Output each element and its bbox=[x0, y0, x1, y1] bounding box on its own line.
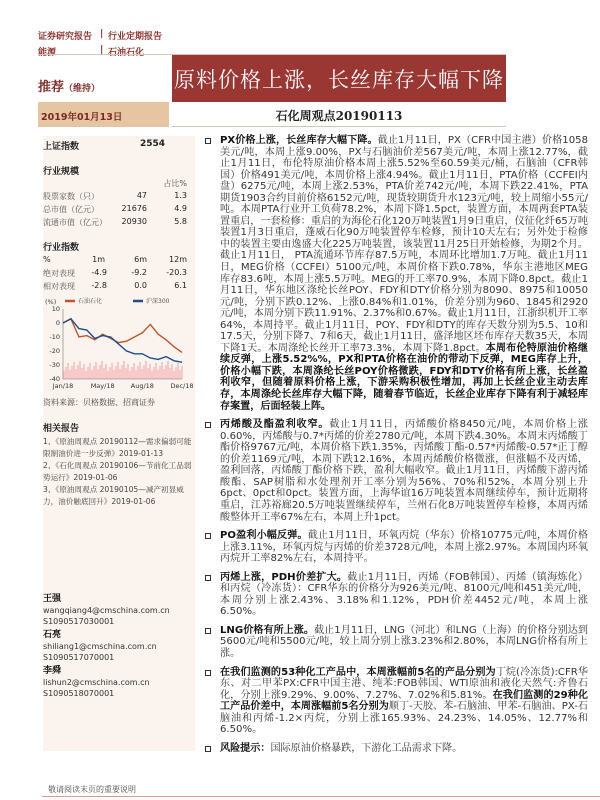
row-label: 相对表现 bbox=[43, 282, 75, 291]
volume-bar bbox=[173, 371, 175, 379]
cell: 0.0 bbox=[134, 281, 147, 290]
volume-bar bbox=[85, 371, 87, 379]
volume-bar bbox=[67, 363, 69, 379]
volume-bar bbox=[99, 365, 101, 379]
scale-row bbox=[43, 217, 191, 229]
volume-bar bbox=[69, 370, 71, 379]
bullet-square-icon bbox=[205, 138, 211, 144]
volume-bar bbox=[109, 367, 111, 379]
volume-bar bbox=[113, 370, 115, 379]
author-email[interactable]: wangqiang4@cmschina.com.cn bbox=[43, 606, 170, 615]
volume-bar bbox=[177, 363, 179, 379]
volume-bar bbox=[149, 364, 151, 379]
bullet-heading: 丙烯上涨，PDH价差扩大。 bbox=[220, 571, 348, 583]
report-subtype: 行业定期报告 bbox=[108, 32, 163, 42]
volume-bar bbox=[159, 366, 161, 379]
bullet-heading: 丙烯酸及酯盈利收窄。 bbox=[220, 419, 330, 431]
cell: 6.1 bbox=[174, 281, 187, 290]
bullet-lng bbox=[205, 625, 588, 660]
bullet-monitoring bbox=[205, 667, 588, 736]
volume-bar bbox=[111, 363, 113, 379]
volume-bar bbox=[171, 364, 173, 379]
volume-bar bbox=[65, 367, 67, 379]
report-subtitle: 石化周观点20190113 bbox=[172, 102, 506, 127]
volume-bar bbox=[181, 366, 183, 379]
volume-bar bbox=[155, 363, 157, 379]
row-value: 21676 bbox=[121, 204, 147, 213]
volume-bar bbox=[135, 370, 137, 379]
y-tick-label: -10 bbox=[49, 333, 60, 341]
volume-bar bbox=[89, 363, 91, 379]
report-type bbox=[38, 29, 163, 42]
volume-bar bbox=[163, 369, 165, 379]
scale-row bbox=[43, 204, 191, 216]
volume-bar bbox=[125, 368, 127, 379]
row-pct: 1.3 bbox=[174, 191, 187, 200]
x-tick-label: Dec/18 bbox=[170, 382, 194, 390]
performance-chart bbox=[43, 286, 195, 394]
bullet-square-icon bbox=[205, 575, 211, 581]
volume-bar bbox=[141, 369, 143, 379]
bullet-square-icon bbox=[205, 422, 211, 428]
bullet-square-icon bbox=[205, 533, 211, 539]
volume-bar bbox=[91, 370, 93, 379]
bullet-risk bbox=[205, 743, 588, 755]
y-tick-label: 0 bbox=[55, 319, 60, 327]
y-tick-label: -20 bbox=[49, 347, 60, 355]
volume-bar bbox=[123, 361, 125, 379]
footer-divider bbox=[42, 796, 600, 797]
legend-hs300: 沪深300 bbox=[146, 298, 170, 305]
row-label: 绝对表现 bbox=[43, 269, 75, 278]
industry-label: 石油石化 bbox=[108, 48, 145, 58]
volume-bar bbox=[115, 366, 117, 379]
author-name: 王强 bbox=[43, 594, 62, 604]
volume-bar bbox=[129, 371, 131, 379]
report-date: 2019年01月13日 bbox=[38, 102, 169, 127]
bullet-heading: 在我们监测的53种化工产品中，本周涨幅前5名的产品分别为 bbox=[220, 666, 496, 678]
volume-bar bbox=[73, 362, 75, 379]
row-label: 流通市值（亿元） bbox=[43, 218, 107, 227]
x-tick-label: Aug/18 bbox=[130, 382, 154, 390]
region-label: 能源 bbox=[38, 48, 57, 58]
author-id: S1090517030001 bbox=[43, 617, 115, 626]
bullet-text: 截止1月11日，LNG（河北）和LNG（上海）的价格分别达到5600元/吨和5500元/吨，较上周分别上涨3.23%和2.80%，本周LNG价格有所上涨。 bbox=[220, 624, 588, 659]
volume-bar bbox=[87, 367, 89, 379]
volume-bar bbox=[139, 362, 141, 379]
volume-bar bbox=[165, 365, 167, 379]
bullet-heading: 风险提示： bbox=[220, 742, 271, 754]
volume-bar bbox=[103, 368, 105, 379]
volume-bar bbox=[101, 361, 103, 379]
bullet-text: 截止1月11日，丙烯酸价格8450元/吨，本周价格上涨0.60%，丙烯酸与0.7*丙烯的价差2780元/吨，本周下跌4.30%。本周末丙烯酸丁酯价格9767元/吨，本周价格下跌1.35%，丙烯酸丁酯-0.57*丙烯酸-0.57*正丁醇的价差1169元/吨，本周下跌12.16%，本周丙烯酸价格微涨，但涨幅不及丙烯，盈利回落，丙烯酸丁酯价格下跌，盈利大幅收窄。截止1月11日，丙烯酸下游丙烯酸酯、SAP树脂和水处理剂开工率分别为56%、70%和52%，本周分别上升6pct、0pct和0pct。装置方面，上海华谊16万吨装置本周继续停车，预计近期将重启，江苏裕廊20.5万吨装置继续停车，兰州石化8万吨装置停车检修，本周丙烯酸整体开工率67%左右，本周上升1pct。 bbox=[220, 419, 589, 523]
cell: -9.2 bbox=[131, 268, 147, 277]
col-header: 12m bbox=[169, 255, 187, 264]
x-tick-label: Jan/18 bbox=[52, 382, 74, 390]
y-axis-label: (%) bbox=[45, 298, 57, 306]
volume-bar bbox=[153, 367, 155, 379]
report-type-label: 证券研究报告 bbox=[38, 32, 93, 42]
sidebar bbox=[43, 136, 195, 751]
bullet-text: 截止1月11日，丙烯（FOB韩国）、丙烯（镇海炼化）和丙烷（冷冻货）：CFR华东的价格分为926美元/吨、8100元/吨和451美元/吨，本周分别上涨2.43%、3.18%和1.12%，PDH价差4452元/吨，本周上涨6.50%。 bbox=[220, 571, 588, 618]
y-tick-label: 10 bbox=[51, 305, 60, 313]
col-header: 1m bbox=[92, 255, 105, 264]
bullet-po bbox=[205, 530, 588, 565]
col-header: % bbox=[43, 255, 51, 264]
bullet-text: 截止1月11日，环氧丙烷（华东）价格10775元/吨，本周价格上涨3.11%，环氧丙烷与丙烯的价差3728元/吨，本周上涨2.97%。本周国内环氧丙烷开工率82%左右，本周持平。 bbox=[220, 530, 588, 565]
volume-bar bbox=[137, 366, 139, 379]
volume-bar bbox=[169, 368, 171, 379]
volume-bar bbox=[133, 363, 135, 379]
volume-bar bbox=[121, 365, 123, 379]
x-tick-label: May/18 bbox=[90, 382, 115, 390]
footer-note: 敬请阅读末页的重要说明 bbox=[48, 785, 136, 794]
y-tick-label: -40 bbox=[49, 375, 60, 383]
volume-bar bbox=[83, 364, 85, 379]
perf-row bbox=[43, 268, 191, 280]
cell: -2.8 bbox=[91, 281, 107, 290]
cell: -4.9 bbox=[91, 268, 107, 277]
volume-bar bbox=[143, 365, 145, 379]
separator: | bbox=[100, 45, 104, 55]
volume-bar bbox=[145, 361, 147, 379]
bullet-heading: PO盈利小幅反弹。 bbox=[220, 530, 308, 542]
row-label: 总市值（亿元） bbox=[43, 205, 99, 214]
bullet-square-icon bbox=[205, 670, 211, 676]
bullet-text: 截止1月11日，PX（CFR中国主港）价格1058美元/吨，本周上涨9.00%，PX与石脑油价差567美元/吨，本周上涨12.77%，截止1月11日，布伦特原油价格本周上涨5.52%至60.59美元/桶，石脑油（CFR韩国）价格491美元/吨，本周价格上涨4.94%。截止1月11日，PTA价格（CCFEI内盘）6275元/吨，本周上涨2.53%，PTA价差742元/吨，本周下跌22.41%，PTA期货1903合约目前价格6152元/吨，现货较期货升水123元/吨，较上周缩小55元/吨。本周PTA行业开工负荷78.2%，本周下降1.5pct，装置方面，本周两套PTA装置重启，一套检修：重启的为海伦石化120万吨装置1月9日重启，仪征化纤65万吨装置1月3日重启，蓬威石化90万吨装置停车检修，预计10天左右；另外处于检修中的装置主要由逸盛大化225万吨装置，该装置11月25日开始检修，为期2个月。截止1月11日， PTA流通环节库存87.5万吨，本周环比增加1.7万吨。截止1月11日，MEG价格（CCFEI）5100元/吨，本周价格下跌0.78%，华东主港地区MEG库存83.6吨，本周上涨5.5万吨。MEG的开工率70.9%，本周下降0.8pct。截止1月11日，华东地区涤纶长丝POY、FDY和DTY价格分别为8090、8975和10050元/吨，分别下跌0.12%、上涨0.84%和1.01%，价差分别为960、1845和2920元/吨，本周分别下跌11.91%、2.37%和0.67%。截止1月11日，江浙织机开工率64%，本周持平。截止1月11日，POY、FDY和DTY的库存天数分别为5.5、10和17.5天，分别下降7、7和6天，截止1月11日，盛泽地区坯布库存天数35天，本周下降1天。本周涤纶长丝开工率73.3%，本周下降1.8pct。 bbox=[220, 135, 588, 354]
row-pct: 4.9 bbox=[174, 204, 187, 213]
volume-bar bbox=[161, 362, 163, 379]
series-line-hs300 bbox=[63, 319, 182, 362]
bullet-acrylic bbox=[205, 419, 588, 523]
row-value: 47 bbox=[136, 191, 147, 200]
cell: -20.3 bbox=[166, 268, 187, 277]
volume-bar bbox=[127, 364, 129, 379]
volume-bar bbox=[105, 364, 107, 379]
scale-title: 行业规模 bbox=[43, 167, 80, 177]
volume-bar bbox=[107, 371, 109, 379]
volume-bar bbox=[81, 368, 83, 379]
report-title: 原料价格上涨，长丝库存大幅下降 bbox=[172, 55, 506, 102]
row-label: 股票家数（只） bbox=[43, 192, 99, 201]
bullet-text: 丁烷(冷冻货):CFR华东、对二甲苯PX:CFR中国主港、纯苯:FOB韩国、WTI原油和液化天然气:齐鲁石化，分别上涨9.29%、9.00%、7.27%、7.02%和5.81%。 bbox=[220, 666, 588, 701]
volume-bar bbox=[95, 362, 97, 379]
volume-bar bbox=[93, 366, 95, 379]
volume-bar bbox=[71, 366, 73, 379]
bullet-text-2: 顺丁-天胶、苯-石脑油、甲苯-石脑油、PX-石脑油和丙烯-1.2×丙烷，分别上涨165.93%、24.23%、14.05%、12.77%和6.50%。 bbox=[220, 701, 588, 736]
author-id: S1090517070001 bbox=[43, 653, 115, 662]
author-name: 石亮 bbox=[43, 630, 62, 640]
row-pct: 5.8 bbox=[174, 217, 187, 226]
separator: | bbox=[100, 29, 104, 39]
bullet-square-icon bbox=[205, 746, 211, 752]
industry-line bbox=[38, 45, 145, 58]
related-report[interactable]: 2、《石化周观点 20190106—节前化工品弱势运行》2019-01-06 bbox=[43, 461, 192, 482]
volume-bar bbox=[79, 361, 81, 379]
perf-title: 行业指数 bbox=[43, 243, 80, 253]
volume-bar bbox=[157, 370, 159, 379]
pct-header: 占比% bbox=[163, 179, 187, 188]
rating-note: （维持） bbox=[64, 84, 101, 94]
related-report[interactable]: 1、《原油周观点 20190112—需求偏弱可能限制油价进一步反弹》2019-01-13 bbox=[43, 437, 192, 458]
author-email[interactable]: shiliang1@cmschina.com.cn bbox=[43, 642, 157, 651]
volume-bar bbox=[97, 369, 99, 379]
col-header: 6m bbox=[134, 255, 147, 264]
volume-bar bbox=[147, 368, 149, 379]
volume-bar bbox=[179, 370, 181, 379]
bullet-px bbox=[205, 135, 588, 412]
rating bbox=[38, 76, 100, 95]
y-tick-label: -30 bbox=[49, 361, 60, 369]
row-value: 20930 bbox=[121, 217, 147, 226]
volume-bar bbox=[119, 369, 121, 379]
bullet-heading: PX价格上涨，长丝库存大幅下降。 bbox=[220, 135, 378, 146]
author-id: S1090518070001 bbox=[43, 689, 115, 698]
scale-row bbox=[43, 191, 191, 203]
volume-bar bbox=[77, 365, 79, 379]
bullet-text: 国际原油价格暴跌，下游化工品需求下降。 bbox=[270, 742, 463, 754]
index-label: 上证指数 bbox=[43, 142, 80, 152]
legend-petro: 石油石化 bbox=[78, 298, 103, 305]
author-email[interactable]: lishun2@cmschina.com.cn bbox=[43, 678, 150, 687]
volume-bar bbox=[131, 367, 133, 379]
chart-source: 资料来源：贝格数据、招商证券 bbox=[43, 398, 155, 407]
bullet-heading-2: 在我们监测的29种化工产品价差中，本周涨幅前5名分别为 bbox=[220, 689, 589, 713]
volume-bar bbox=[151, 371, 153, 379]
author-name: 李舜 bbox=[43, 666, 62, 676]
index-value: 2554 bbox=[140, 139, 166, 149]
bullet-conclusion: 本周布伦特原油价格继续反弹，上涨5.52%%，PX和PTA价格在油价的带动下反弹，MEG库存上升，价格小幅下跌，本周涤纶长丝POY价格微跌，FDY和DTY价格有所上涨，长丝盈利收窄，但随着原料价格上涨，下游采购积极性增加，再加上长丝企业主动去库存，本周涤纶长丝库存大幅下降，随着春节临近，长丝企业库存下降有利于减轻库存案置，后面轻装上阵。 bbox=[220, 342, 589, 412]
related-report[interactable]: 3、《原油周观点 20190105—减产初显威力，油价触底回升》2019-01-06 bbox=[43, 485, 184, 506]
volume-bar bbox=[117, 362, 119, 379]
main-content bbox=[205, 135, 588, 761]
bullet-propylene bbox=[205, 572, 588, 618]
rating-label: 推荐 bbox=[38, 80, 65, 95]
volume-bar bbox=[167, 361, 169, 379]
perf-header bbox=[43, 255, 191, 267]
volume-bar bbox=[75, 369, 77, 379]
bullet-heading: LNG价格有所上涨。 bbox=[220, 624, 315, 636]
volume-bar bbox=[175, 367, 177, 379]
bullet-square-icon bbox=[205, 628, 211, 634]
related-title: 相关报告 bbox=[43, 424, 80, 434]
